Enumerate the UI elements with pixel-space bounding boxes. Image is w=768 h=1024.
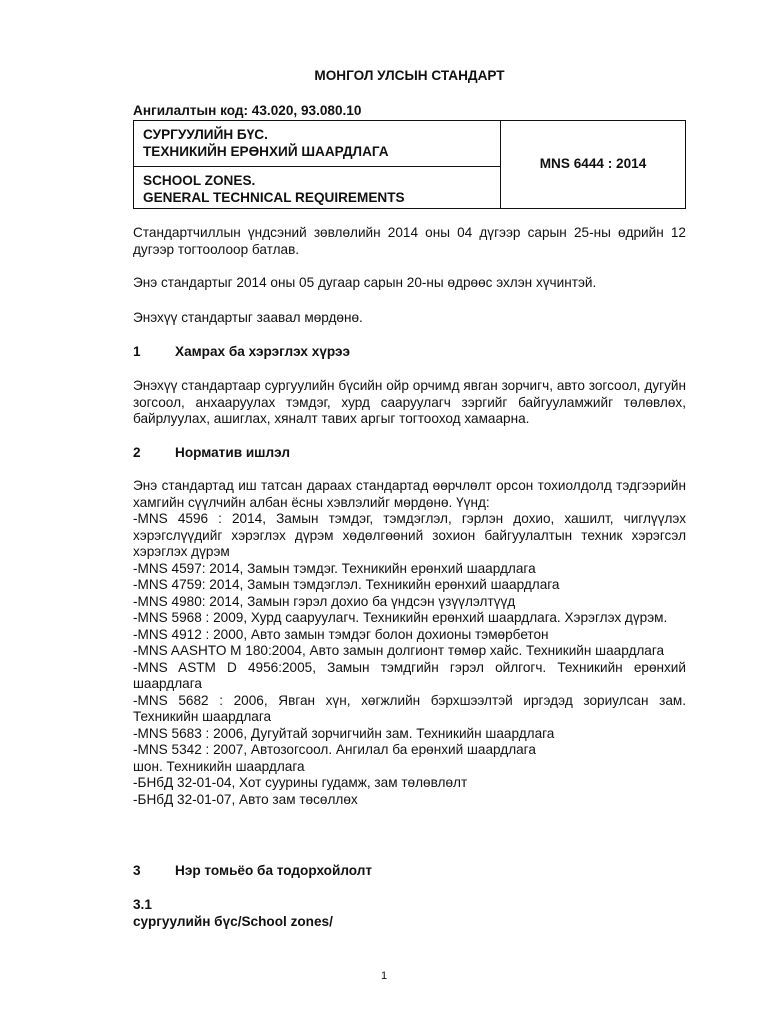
section-1-number: 1 (133, 344, 141, 359)
reference-item: -MNS 4596 : 2014, Замын тэмдэг, тэмдэглэл, гэрлэн дохио, хашилт, чиглүүлэх хэрэгслүүдийг хэрэглэх дүрэм хөдөлгөөний зохион байгуулалтын техник хэрэгсэл хэрэглэх дүрэм (133, 511, 686, 559)
en-title-cell (134, 167, 501, 209)
section-2-body: Энэ стандартад иш татсан дараах стандартад өөрчлөлт орсон тохиолдолд тэдгээрийн хамгийн сүүлчийн албан ёсны хэвлэлийг мөрдөнө. Үүнд: (133, 478, 686, 510)
subsection-3-1-number: 3.1 (133, 897, 152, 912)
en-title-line2: GENERAL TECHNICAL REQUIREMENTS (143, 189, 405, 205)
effective-date-paragraph: Энэ стандартыг 2014 оны 05 дугаар сарын 20-ны өдрөөс эхлэн хүчинтэй. (133, 275, 597, 290)
en-title-line1: SCHOOL ZONES. (143, 173, 256, 188)
reference-item: -MNS 5682 : 2006, Явган хүн, хөгжлийн бэрхшээлтэй иргэдэд зориулсан зам. Техникийн шаардлага (133, 692, 686, 724)
section-3-title: Нэр томьёо ба тодорхойлолт (175, 863, 373, 878)
document-title: МОНГОЛ УЛСЫН СТАНДАРТ (314, 68, 505, 83)
reference-item: -MNS 5683 : 2006, Дугуйтай зорчигчийн зам. Техникийн шаардлага (133, 725, 555, 741)
section-1-title: Хамрах ба хэрэглэх хүрээ (175, 344, 351, 359)
reference-item: -БНбД 32-01-04, Хот суурины гудамж, зам төлөвлөлт (133, 775, 468, 790)
standard-code-cell (501, 121, 686, 209)
mandatory-paragraph: Энэхүү стандартыг заавал мөрдөнө. (133, 310, 363, 325)
section-3-number: 3 (133, 863, 141, 878)
reference-item: -MNS 4980: 2014, Замын гэрэл дохио ба үндсэн үзүүлэлтүүд (133, 593, 516, 609)
mn-title-line2: ТЕХНИКИЙН ЕРӨНХИЙ ШААРДЛАГА (143, 143, 389, 159)
reference-item: -MNS 4912 : 2000, Авто замын тэмдэг болон дохионы тэмөрбетон (133, 626, 549, 642)
reference-item: -MNS AASHTO M 180:2004, Авто замын долгионт төмөр хайс. Техникийн шаардлага (133, 643, 665, 658)
reference-item: -MNS 5968 : 2009, Хурд сааруулагч. Техникийн ерөнхий шаардлага. Хэрэглэх дүрэм. (133, 610, 668, 625)
mn-title-cell (134, 121, 501, 167)
section-2-number: 2 (133, 445, 141, 460)
section-2-title: Норматив ишлэл (175, 445, 290, 460)
classification-code: Ангилалтын код: 43.020, 93.080.10 (133, 103, 362, 118)
reference-item: -MNS ASTM D 4956:2005, Замын тэмдгийн гэрэл ойлгогч. Техникийн ерөнхий шаардлага (133, 659, 686, 691)
mn-title-line1: СУРГУУЛИЙН БҮС. (143, 127, 268, 142)
header-table (133, 120, 686, 209)
approval-paragraph: Стандартчиллын үндсэний зөвлөлийн 2014 оны 04 дүгээр сарын 25-ны өдрийн 12 дугээр тогтоолоор батлав. (133, 225, 686, 257)
reference-item: -MNS 4597: 2014, Замын тэмдэг. Техникийн ерөнхий шаардлага (133, 560, 536, 576)
page-number: 1 (380, 970, 388, 982)
reference-item: -MNS 5342 : 2007, Автозогсоол. Ангилал ба ерөнхий шаардлага (133, 742, 536, 757)
standard-code: MNS 6444 : 2014 (539, 156, 647, 172)
reference-item: шон. Техникийн шаардлага (133, 758, 305, 774)
section-1-body: Энэхүү стандартаар сургуулийн бүсийн ойр орчимд явган зорчигч, авто зогсоол, дугуйн зогсоол, анхааруулах тэмдэг, хурд сааруулагч зэргийг байгууламжийг төлөвлөх, байрлуулах, ашиглах, хяналт тавих аргыг тогтооход хамаарна. (133, 378, 686, 426)
reference-item: -MNS 4759: 2014, Замын тэмдэглэл. Техникийн ерөнхий шаардлага (133, 577, 560, 592)
references-list (133, 511, 686, 808)
subsection-3-1-title: сургуулийн бүс/School zones/ (133, 914, 333, 929)
reference-item: -БНбД 32-01-07, Авто зам төсөллөх (133, 791, 358, 807)
